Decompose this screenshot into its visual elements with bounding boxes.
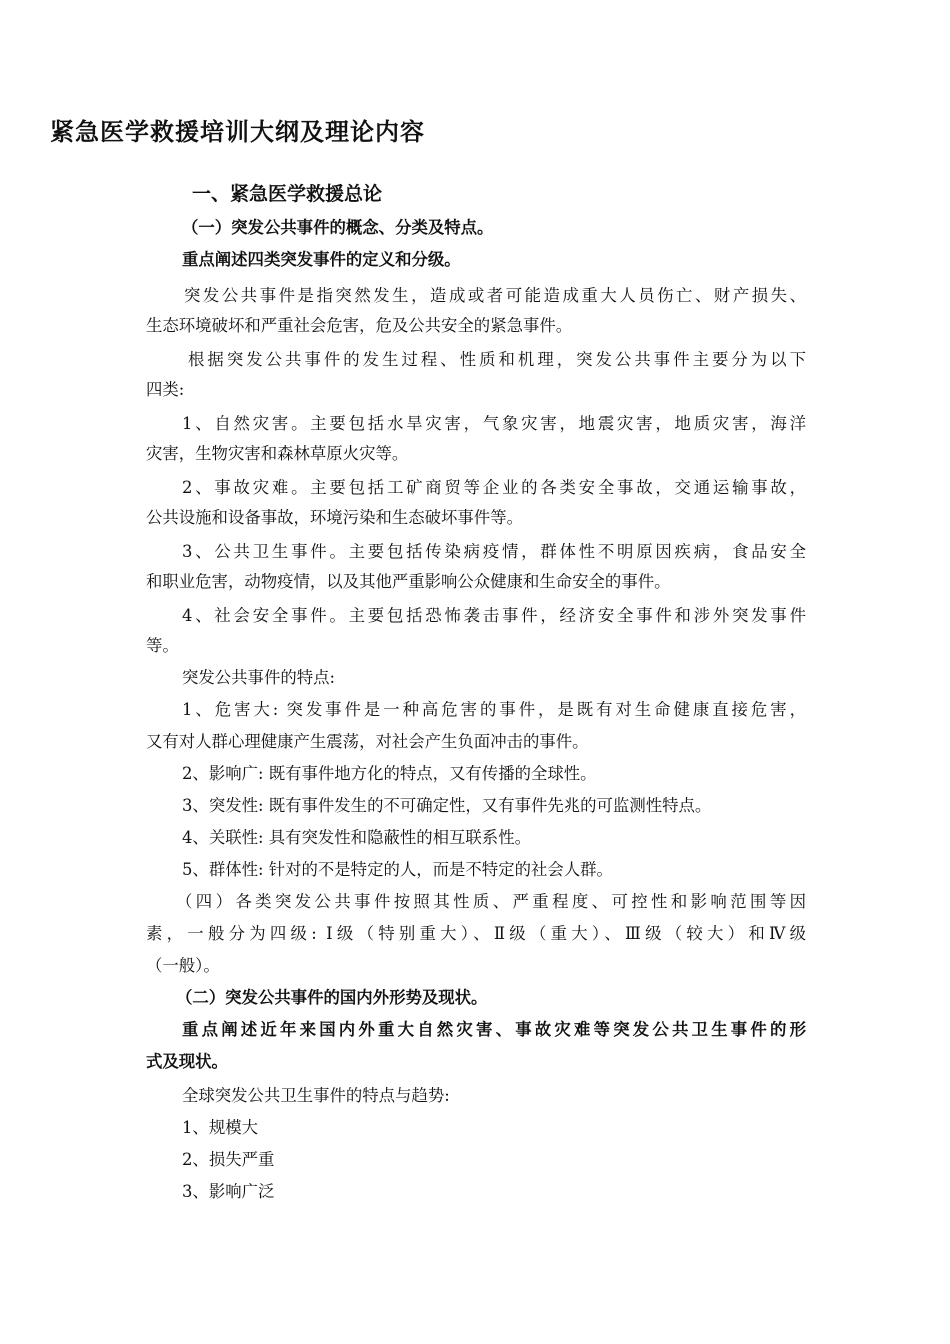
section-heading: 一、紧急医学救援总论 bbox=[192, 183, 383, 205]
paragraph-line: 突发公共事件的特点: bbox=[182, 668, 336, 687]
subsection-heading: （二）突发公共事件的国内外形势及现状。 bbox=[176, 988, 488, 1007]
list-item: 2、影响广: 既有事件地方化的特点，又有传播的全球性。 bbox=[182, 764, 597, 783]
list-item: 4、社会安全事件。主要包括恐怖袭击事件，经济安全事件和涉外突发事件 bbox=[182, 606, 806, 625]
paragraph-line: （一般）。 bbox=[146, 956, 220, 975]
list-item: 1、危害大: 突发事件是一种高危害的事件，是既有对生命健康直接危害， bbox=[182, 700, 806, 719]
paragraph-line: 根据突发公共事件的发生过程、性质和机理，突发公共事件主要分为以下 bbox=[188, 350, 806, 369]
emphasis-line: 重点阐述近年来国内外重大自然灾害、事故灾难等突发公共卫生事件的形 bbox=[182, 1020, 806, 1039]
subsection-heading: （一）突发公共事件的概念、分类及特点。 bbox=[182, 218, 494, 237]
list-item: 5、群体性: 针对的不是特定的人，而是不特定的社会人群。 bbox=[182, 860, 613, 879]
list-item: 1、自然灾害。主要包括水旱灾害，气象灾害，地震灾害，地质灾害，海洋 bbox=[182, 414, 806, 433]
paragraph-line: 突发公共事件是指突然发生，造成或者可能造成重大人员伤亡、财产损失、 bbox=[184, 286, 806, 305]
list-item: 灾害，生物灾害和森林草原火灾等。 bbox=[146, 444, 409, 463]
list-item: 3、突发性: 既有事件发生的不可确定性，又有事件先兆的可监测性特点。 bbox=[182, 796, 712, 815]
emphasis-line: 重点阐述四类突发事件的定义和分级。 bbox=[182, 250, 461, 269]
emphasis-line: 式及现状。 bbox=[146, 1052, 228, 1071]
list-item: 2、损失严重 bbox=[182, 1150, 275, 1169]
list-item: 公共设施和设备事故，环境污染和生态破坏事件等。 bbox=[146, 508, 523, 527]
list-item: 和职业危害，动物疫情，以及其他严重影响公众健康和生命安全的事件。 bbox=[146, 572, 671, 591]
paragraph-line: 素，一般分为四级: Ⅰ级（特别重大）、Ⅱ级（重大）、Ⅲ级（较大）和Ⅳ级 bbox=[146, 924, 806, 943]
paragraph-line: 四类: bbox=[146, 380, 185, 399]
list-item: 3、公共卫生事件。主要包括传染病疫情，群体性不明原因疾病，食品安全 bbox=[182, 542, 806, 561]
document-title: 紧急医学救援培训大纲及理论内容 bbox=[50, 117, 425, 146]
paragraph-line: 生态环境破坏和严重社会危害，危及公共安全的紧急事件。 bbox=[146, 316, 573, 335]
paragraph-line: 全球突发公共卫生事件的特点与趋势: bbox=[182, 1086, 450, 1105]
list-item: 4、关联性: 具有突发性和隐蔽性的相互联系性。 bbox=[182, 828, 531, 847]
list-item: 等。 bbox=[146, 636, 179, 655]
paragraph-line: （四）各类突发公共事件按照其性质、严重程度、可控性和影响范围等因 bbox=[176, 892, 806, 911]
list-item: 1、规模大 bbox=[182, 1118, 258, 1137]
list-item: 2、事故灾难。主要包括工矿商贸等企业的各类安全事故，交通运输事故， bbox=[182, 478, 806, 497]
list-item: 3、影响广泛 bbox=[182, 1182, 275, 1201]
list-item: 又有对人群心理健康产生震荡，对社会产生负面冲击的事件。 bbox=[146, 732, 589, 751]
